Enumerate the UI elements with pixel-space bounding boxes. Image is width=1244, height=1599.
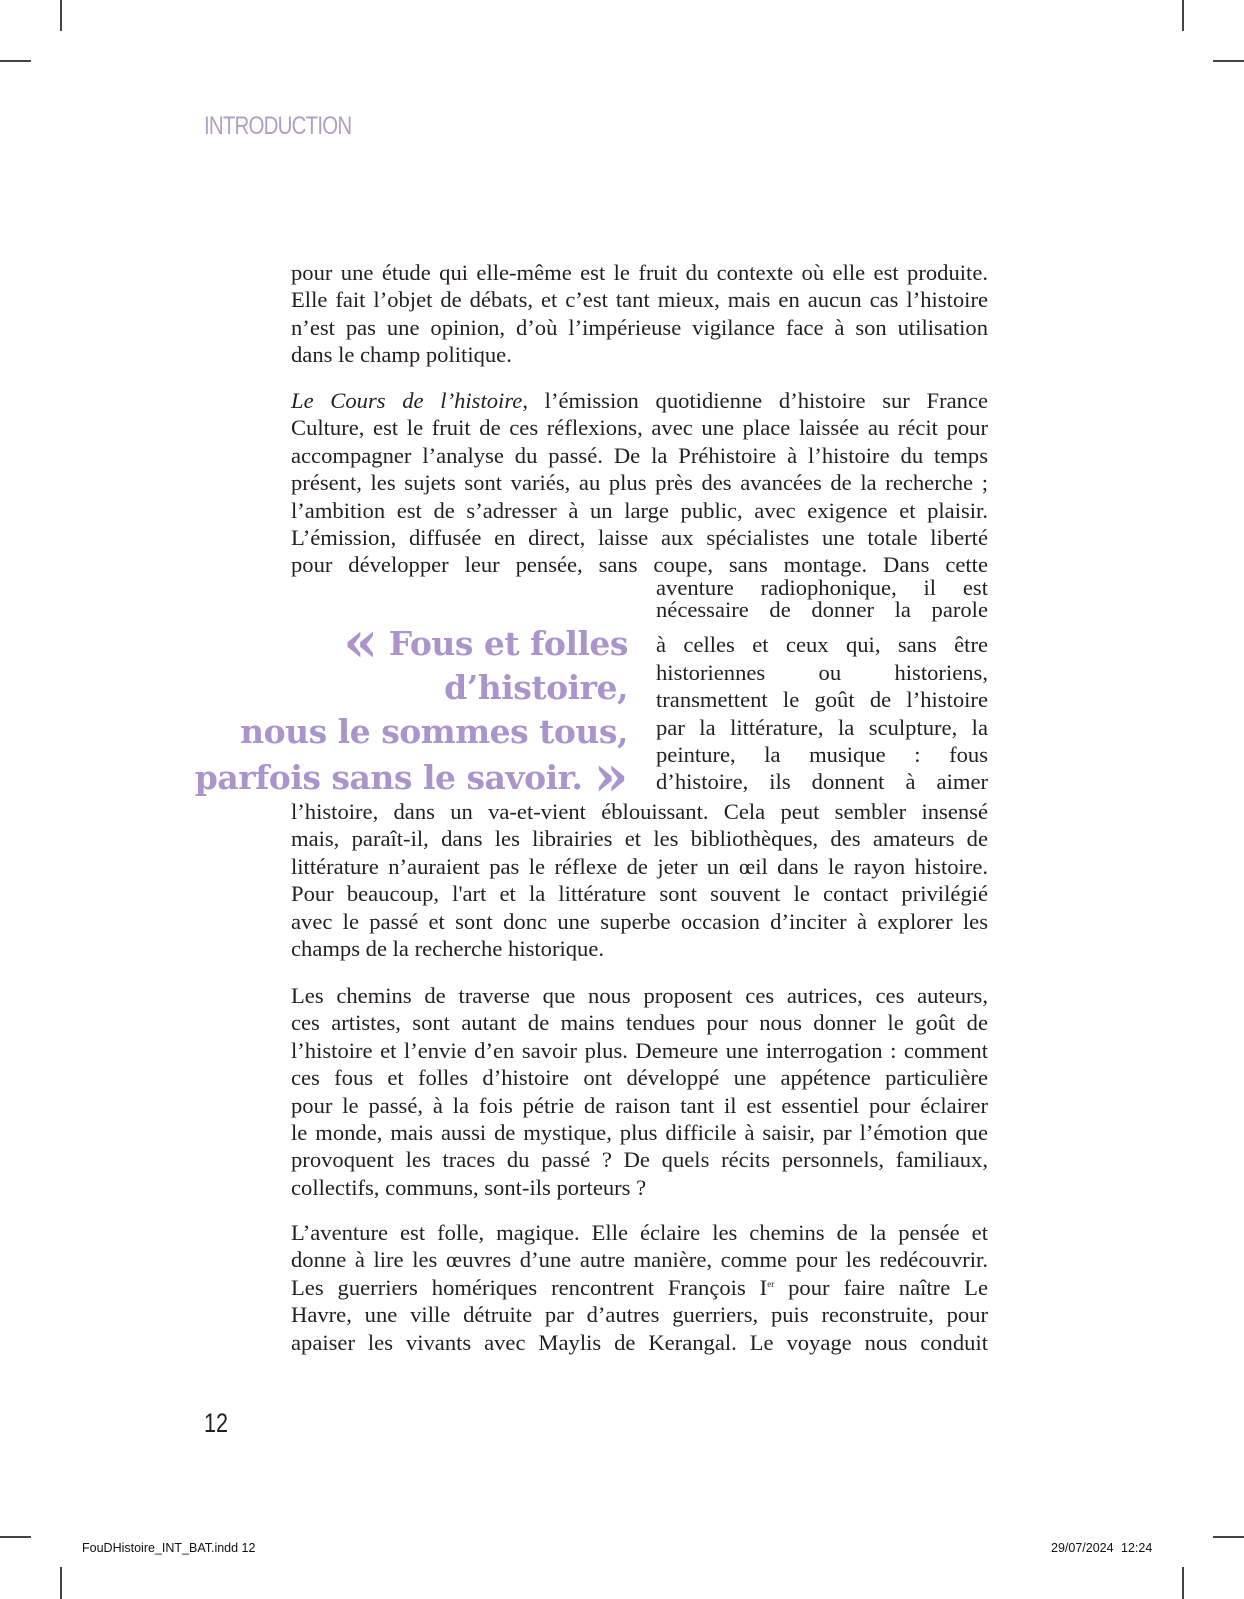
running-head: INTRODUCTION — [204, 112, 352, 140]
text-line: transmettent le goût de l’histoire — [656, 687, 988, 713]
text-line: peinture, la musique : fous — [656, 742, 988, 768]
text-line: nécessaire de donner la parole — [656, 597, 988, 622]
text-line: ces fous et folles d’histoire ont développé une appétence particulière — [291, 1065, 988, 1091]
pull-quote-line: nous le sommes tous, — [240, 712, 628, 751]
text-line: aventure radiophonique, il est — [656, 575, 988, 600]
crop-mark-bottom-left-horizontal — [0, 1536, 31, 1538]
text-line: à celles et ceux qui, sans être — [656, 632, 988, 658]
crop-mark-bottom-right-horizontal — [1213, 1536, 1244, 1538]
crop-mark-top-right-horizontal — [1213, 60, 1244, 62]
crop-mark-top-left-vertical — [60, 0, 62, 31]
text-line: présent, les sujets sont variés, au plus près des avancées de la recherche ; — [291, 470, 988, 496]
text-line: l’ambition est de s’adresser à un large public, avec exigence et plaisir. — [291, 497, 988, 523]
text-line: Havre, une ville détruite par d’autres guerriers, puis reconstruite, pour — [291, 1302, 988, 1328]
text-line: Le Cours de l’histoire, l’émission quotidienne d’histoire sur France — [291, 388, 988, 413]
crop-mark-bottom-right-vertical — [1182, 1567, 1184, 1599]
text-line: avec le passé et sont donc une superbe occasion d’inciter à explorer les — [291, 908, 988, 934]
crop-mark-top-right-vertical — [1182, 0, 1184, 31]
text-line: Culture, est le fruit de ces réflexions, avec une place laissée au récit pour — [291, 415, 988, 441]
slug-filename: FouDHistoire_INT_BAT.indd 12 — [82, 1541, 256, 1555]
pull-quote-line: parfois sans le savoir. » — [194, 743, 628, 809]
text-line: Les chemins de traverse que nous proposent ces autrices, ces auteurs, — [291, 983, 988, 1008]
text-line: L’émission, diffusée en direct, laisse aux spécialistes une totale liberté — [291, 525, 988, 551]
text-line: champs de la recherche historique. — [291, 936, 605, 962]
paragraph-1 — [291, 259, 988, 369]
text-line: Pour beaucoup, l'art et la littérature sont souvent le contact privilégié — [291, 881, 988, 907]
text-line: d’histoire, ils donnent à aimer — [656, 769, 988, 795]
text-line: L’aventure est folle, magique. Elle éclaire les chemins de la pensée et — [291, 1220, 988, 1245]
text-line: l’histoire et l’envie d’en savoir plus. Demeure une interrogation : comment — [291, 1037, 988, 1063]
pull-quote-line: « Fous et folles d’histoire, — [343, 609, 628, 707]
text-line: historiennes ou historiens, — [656, 659, 988, 685]
crop-mark-bottom-left-vertical — [60, 1567, 62, 1599]
text-line: mais, paraît-il, dans les librairies et les bibliothèques, des amateurs de — [291, 826, 988, 852]
text-line: ces artistes, sont autant de mains tendues pour nous donner le goût de — [291, 1010, 988, 1036]
text-line: par la littérature, la sculpture, la — [656, 714, 988, 740]
text-line: le monde, mais aussi de mystique, plus difficile à saisir, par l’émotion que — [291, 1120, 988, 1146]
paragraph-4 — [291, 1219, 988, 1356]
text-line: n’est pas une opinion, d’où l’impérieuse vigilance face à son utilisation — [291, 314, 988, 340]
paragraph-2-continued — [291, 798, 988, 962]
superscript: er — [767, 1278, 775, 1289]
close-quote-icon: » — [593, 743, 628, 809]
page-number: 12 — [204, 1408, 229, 1438]
text-line: accompagner l’analyse du passé. De la Préhistoire à l’histoire du temps — [291, 442, 988, 468]
text-line: l’histoire, dans un va-et-vient éblouissant. Cela peut sembler insensé — [291, 799, 988, 824]
text-line: pour une étude qui elle-même est le fruit du contexte où elle est produite. — [291, 260, 988, 285]
wrapped-text-block — [656, 575, 988, 796]
text-line: apaiser les vivants avec Maylis de Kerangal. Le voyage nous conduit — [291, 1329, 988, 1355]
text-line: collectifs, communs, sont-ils porteurs ? — [291, 1174, 647, 1200]
slug-date: 29/07/2024 — [1051, 1541, 1114, 1555]
text-line: donne à lire les œuvres d’une autre manière, comme pour les redécouvrir. — [291, 1247, 988, 1273]
text-line: pour le passé, à la fois pétrie de raison tant il est essentiel pour éclairer — [291, 1092, 988, 1118]
text-line: pour développer leur pensée, sans coupe, sans montage. Dans cette — [291, 552, 988, 578]
show-title: Le Cours de l’histoire — [291, 388, 523, 413]
paragraph-2 — [291, 387, 988, 579]
crop-mark-top-left-horizontal — [0, 60, 31, 62]
paragraph-3 — [291, 982, 988, 1201]
pull-quote — [180, 609, 628, 809]
open-quote-icon: « — [343, 609, 378, 675]
text-line: dans le champ politique. — [291, 342, 512, 368]
text-line: provoquent les traces du passé ? De quels récits personnels, familiaux, — [291, 1147, 988, 1173]
text-line: Les guerriers homériques rencontrent François Ier pour faire naître Le — [291, 1274, 988, 1300]
slug-time: 12:24 — [1121, 1541, 1153, 1555]
text-line: Elle fait l’objet de débats, et c’est tant mieux, mais en aucun cas l’histoire — [291, 287, 988, 313]
text-line: littérature n’auraient pas le réflexe de jeter un œil dans le rayon histoire. — [291, 853, 988, 879]
